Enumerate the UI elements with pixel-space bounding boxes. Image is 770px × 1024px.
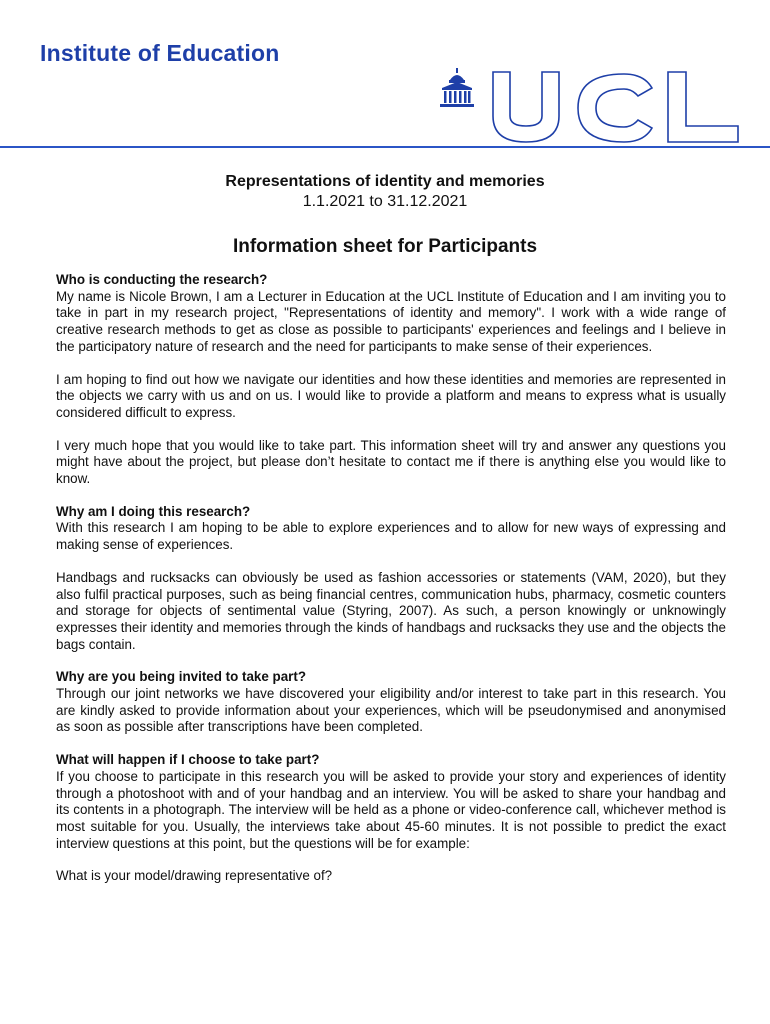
paragraph: With this research I am hoping to be able to explore experiences and to allow for new ways of expressing and making sense of experiences. xyxy=(56,520,726,553)
section-who xyxy=(56,272,726,488)
paragraph: I am hoping to find out how we navigate our identities and how these identities and memories are represented in the objects we carry with us and on us. I would like to provide a platform and means to express what is usually considered difficult to express. xyxy=(56,371,726,420)
section-heading: What will happen if I choose to take part? xyxy=(56,752,320,768)
title-block xyxy=(0,172,770,259)
paragraph: My name is Nicole Brown, I am a Lecturer in Education at the UCL Institute of Education and I am inviting you to take in part in my research project, "Representations of identity and memory". I work with a wide range of creative research methods to get as close as possible to participants' experiences and feelings and I believe in the participatory nature of research and the need for participants to make sense of their experiences. xyxy=(56,288,726,354)
paragraph: What is your model/drawing representative of? xyxy=(56,868,333,884)
paragraph: Through our joint networks we have discovered your eligibility and/or interest to take part in this research. You are kindly asked to provide information about your experiences, which will be pseudonymised and anonymised as soon as possible after transcriptions have been completed. xyxy=(56,686,726,735)
section-what-happens xyxy=(56,752,726,885)
project-dates: 1.1.2021 to 31.12.2021 xyxy=(302,193,468,210)
paragraph: Handbags and rucksacks can obviously be used as fashion accessories or statements (VAM, 2020), but they also fulfil practical purposes, such as being financial centres, communication hubs, pharmacy, cosmetic counters and storage for objects of sentimental value (Styring, 2007). As such, a person knowingly or unknowingly expresses their identity and memories through the kinds of handbags and rucksacks they use and the objects the bags contain. xyxy=(56,569,726,652)
project-title: Representations of identity and memories xyxy=(225,173,545,190)
section-heading: Why are you being invited to take part? xyxy=(56,669,306,685)
portico-icon xyxy=(440,68,474,107)
institute-name: Institute of Education xyxy=(40,40,280,66)
sheet-title: Information sheet for Participants xyxy=(232,236,538,257)
document-body xyxy=(56,272,726,885)
section-invited xyxy=(56,669,726,736)
section-heading: Who is conducting the research? xyxy=(56,272,268,287)
ucl-wordmark xyxy=(493,72,738,142)
header-divider xyxy=(0,146,770,148)
section-why xyxy=(56,504,726,654)
page-header xyxy=(0,0,770,150)
ucl-logo xyxy=(438,66,768,146)
paragraph: I very much hope that you would like to take part. This information sheet will try and answer any questions you might have about the project, but please don’t hesitate to contact me if there is anything else you would like to know. xyxy=(56,437,726,487)
paragraph: If you choose to participate in this research you will be asked to provide your story and experiences of identity through a photoshoot with and of your handbag and an interview. You will be asked to share your handbag and its contents in a photograph. The interview will be held as a phone or video-conference call, whichever method is most suitable for you. Usually, the interviews take about 45-60 minutes. It is not possible to predict the exact interview questions at this point, but the questions will be for example: xyxy=(56,768,726,851)
section-heading: Why am I doing this research? xyxy=(56,503,251,519)
